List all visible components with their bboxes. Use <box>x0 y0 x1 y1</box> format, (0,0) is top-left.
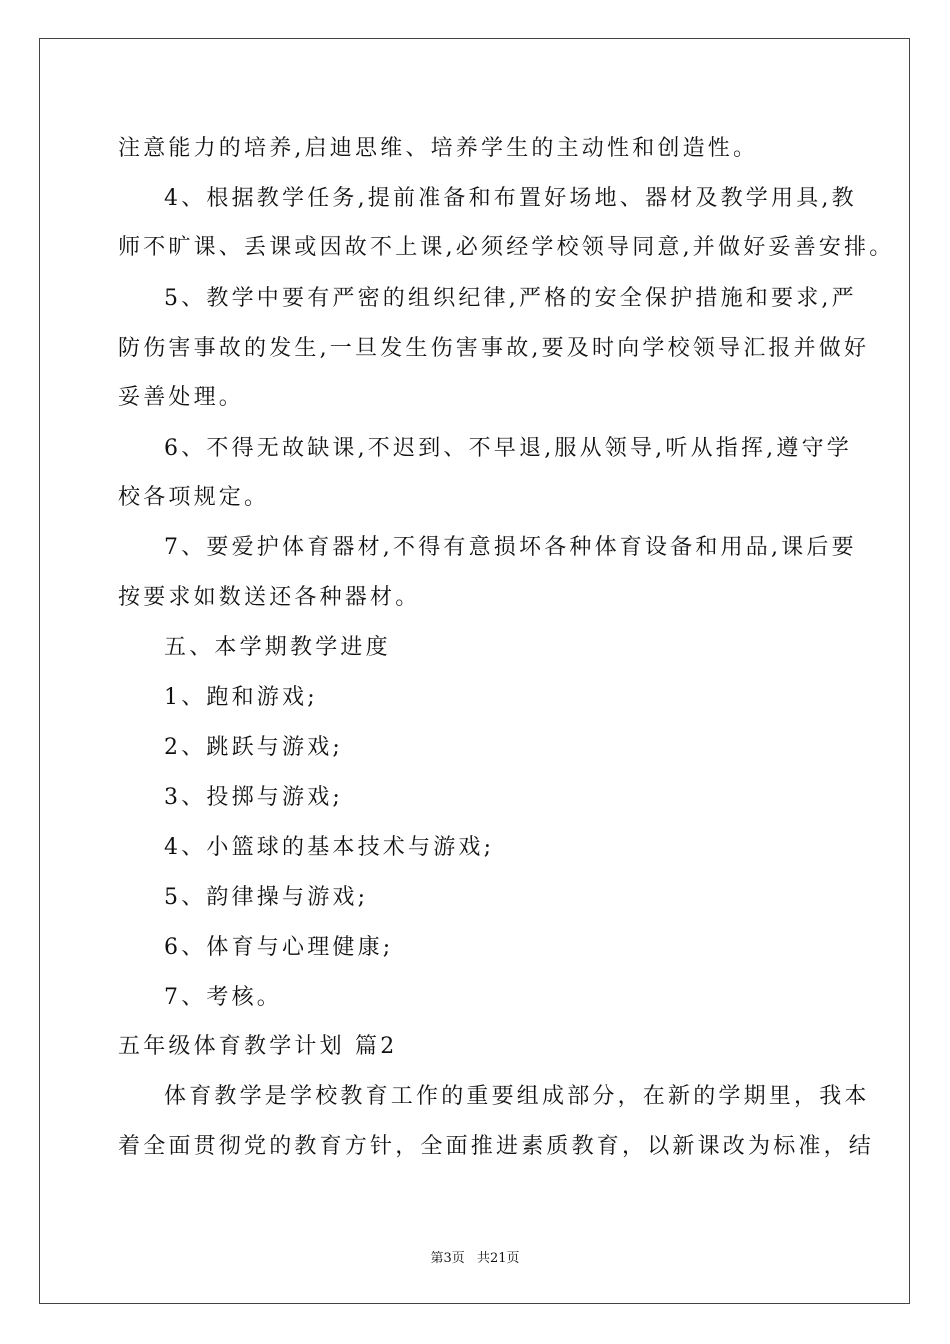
body-line: 6、不得无故缺课,不迟到、不早退,服从领导,听从指挥,遵守学 <box>164 436 852 461</box>
document-heading: 五年级体育教学计划 篇2 <box>118 1034 398 1059</box>
page-border <box>39 38 910 1304</box>
body-line: 体育教学是学校教育工作的重要组成部分，在新的学期里，我本 <box>164 1084 870 1109</box>
body-line: 妥善处理。 <box>118 385 245 410</box>
body-line: 7、要爱护体育器材,不得有意损坏各种体育设备和用品,课后要 <box>164 535 857 560</box>
body-line: 按要求如数送还各种器材。 <box>118 585 421 610</box>
body-line: 着全面贯彻党的教育方针，全面推进素质教育，以新课改为标准，结 <box>118 1134 875 1159</box>
page-total: 共21页 <box>476 1251 520 1266</box>
list-item: 1、跑和游戏; <box>164 685 318 710</box>
section-heading: 五、本学期教学进度 <box>164 635 391 660</box>
list-item: 3、投掷与游戏; <box>164 785 344 810</box>
list-item: 6、体育与心理健康; <box>164 935 394 960</box>
list-item: 4、小篮球的基本技术与游戏; <box>164 835 495 860</box>
page-number: 第3页 <box>430 1251 465 1266</box>
page-footer <box>0 1247 950 1266</box>
body-line: 校各项规定。 <box>118 485 270 510</box>
body-line: 4、根据教学任务,提前准备和布置好场地、器材及教学用具,教 <box>164 186 857 211</box>
list-item: 7、考核。 <box>164 985 282 1010</box>
list-item: 5、韵律操与游戏; <box>164 885 369 910</box>
body-line: 注意能力的培养,启迪思维、培养学生的主动性和创造性。 <box>118 136 759 161</box>
body-line: 师不旷课、丢课或因故不上课,必须经学校领导同意,并做好妥善安排。 <box>118 235 895 260</box>
body-line: 防伤害事故的发生,一旦发生伤害事故,要及时向学校领导汇报并做好 <box>118 336 870 361</box>
body-line: 5、教学中要有严密的组织纪律,严格的安全保护措施和要求,严 <box>164 286 857 311</box>
list-item: 2、跳跃与游戏; <box>164 735 344 760</box>
